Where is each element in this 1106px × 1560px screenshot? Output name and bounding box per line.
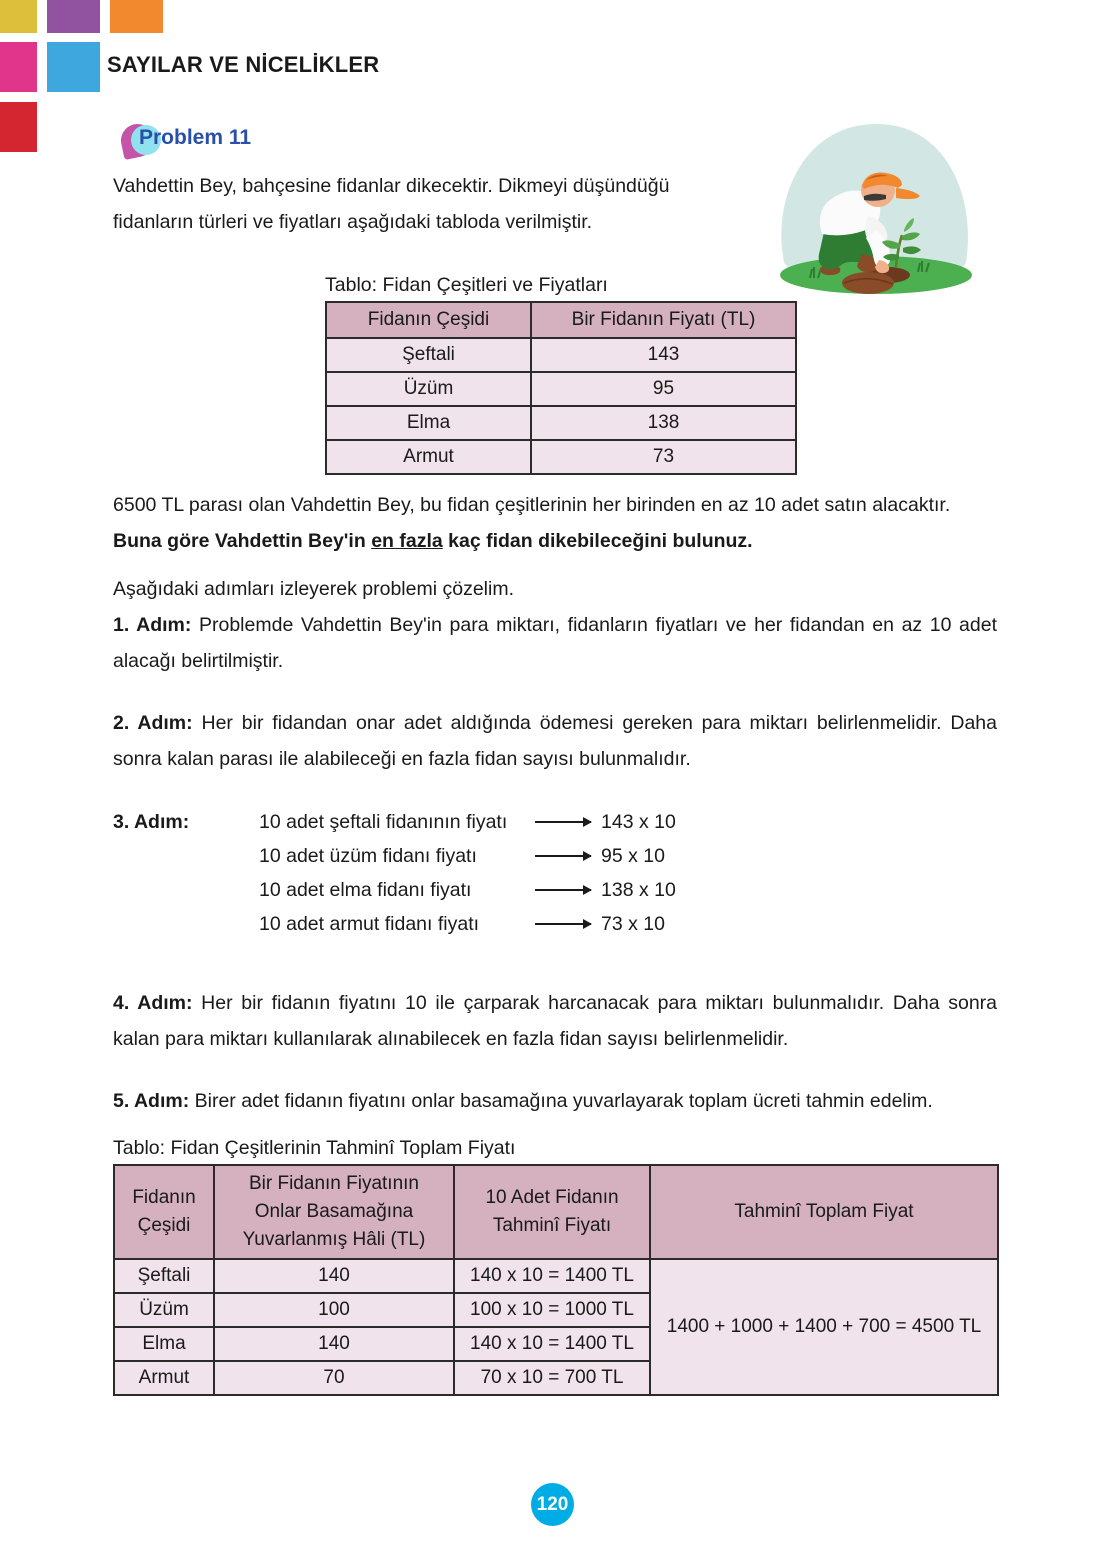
table-row xyxy=(326,440,796,474)
table-row xyxy=(326,338,796,372)
table1-header-row xyxy=(326,302,796,338)
table2-cell-rounded: 100 xyxy=(214,1293,454,1327)
table2-cell-type: Armut xyxy=(114,1361,214,1395)
table1-wrapper xyxy=(325,274,795,475)
table2-header-type-line2: Çeşidi xyxy=(137,1215,191,1236)
decor-square-orange xyxy=(110,0,163,33)
table2-header-row xyxy=(114,1165,998,1259)
table2-cell-type: Üzüm xyxy=(114,1293,214,1327)
decor-square-yellow xyxy=(0,0,37,33)
step-5 xyxy=(113,1083,997,1119)
arrow-right-icon xyxy=(535,889,591,891)
step-2 xyxy=(113,705,997,777)
question-paragraph xyxy=(113,523,997,559)
decor-square-red xyxy=(0,102,37,152)
table2-cell-estimate: 140 x 10 = 1400 TL xyxy=(454,1327,650,1361)
table-row xyxy=(326,406,796,440)
table2-header-estimate-line2: Tahminî Fiyatı xyxy=(492,1215,612,1236)
step-4 xyxy=(113,985,997,1057)
table1-header-price: Bir Fidanın Fiyatı (TL) xyxy=(531,302,796,338)
table1-cell-price: 95 xyxy=(531,372,796,406)
arrow-right-icon xyxy=(535,855,591,857)
step-3-row-result: 73 x 10 xyxy=(601,913,665,935)
table1-caption: Tablo: Fidan Çeşitleri ve Fiyatları xyxy=(325,274,608,296)
step-3-label: 3. Adım: xyxy=(113,811,190,833)
step-3-row-text: 10 adet armut fidanı fiyatı xyxy=(259,913,480,935)
step-3-row xyxy=(259,873,997,907)
step-5-label: 5. Adım: xyxy=(113,1090,190,1112)
decor-square-blue xyxy=(47,42,100,92)
page-number-badge: 120 xyxy=(531,1483,574,1526)
step-2-label: 2. Adım: xyxy=(113,712,193,734)
table2-header-estimate xyxy=(454,1165,650,1259)
table1-cell-price: 138 xyxy=(531,406,796,440)
table2-caption: Tablo: Fidan Çeşitlerinin Tahminî Toplam Fiyatı xyxy=(113,1137,516,1159)
table1-cell-type: Elma xyxy=(326,406,531,440)
content-column xyxy=(113,120,997,1396)
step-3 xyxy=(113,805,997,941)
steps-intro: Aşağıdaki adımları izleyerek problemi çözelim. xyxy=(113,578,514,600)
estimated-total-price-table xyxy=(113,1164,999,1396)
table2-cell-rounded: 70 xyxy=(214,1361,454,1395)
table2-cell-rounded: 140 xyxy=(214,1327,454,1361)
table2-header-rounded-line3: Yuvarlanmış Hâli (TL) xyxy=(242,1229,426,1250)
step-3-row-text: 10 adet şeftali fidanının fiyatı xyxy=(259,811,508,833)
step-3-row-text: 10 adet üzüm fidanı fiyatı xyxy=(259,845,477,867)
table1-cell-type: Armut xyxy=(326,440,531,474)
arrow-right-icon xyxy=(535,821,591,823)
problem-label: Problem 11 xyxy=(139,126,252,149)
step-1-text: Problemde Vahdettin Bey'in para miktarı, fidanların fiyatları ve her fidandan en az 10 adet alacağı belirtilmiştir. xyxy=(113,614,997,672)
table2-cell-total: 1400 + 1000 + 1400 + 700 = 4500 TL xyxy=(650,1259,998,1395)
step-1-label: 1. Adım: xyxy=(113,614,192,636)
intro-line-1: Vahdettin Bey, bahçesine fidanlar dikecektir. Dikmeyi düşündüğü xyxy=(113,175,670,197)
step-2-text: Her bir fidandan onar adet aldığında ödemesi gereken para miktarı belirlenmelidir. Daha sonra kalan parası ile alabileceği en fazla fidan sayısı bulunmalıdır. xyxy=(113,712,997,770)
table2-header-rounded xyxy=(214,1165,454,1259)
money-paragraph: 6500 TL parası olan Vahdettin Bey, bu fidan çeşitlerinin her birinden en az 10 adet satın alacaktır. xyxy=(113,494,951,516)
table2-cell-estimate: 70 x 10 = 700 TL xyxy=(454,1361,650,1395)
table1-cell-price: 73 xyxy=(531,440,796,474)
arrow-right-icon xyxy=(535,923,591,925)
plant-prices-table xyxy=(325,301,797,475)
table-row xyxy=(114,1259,998,1293)
question-pre: Buna göre Vahdettin Bey'in xyxy=(113,530,372,552)
table2-header-rounded-line2: Onlar Basamağına xyxy=(254,1201,414,1222)
table2-header-total: Tahminî Toplam Fiyat xyxy=(650,1165,998,1259)
problem-badge xyxy=(113,120,997,162)
decor-square-purple xyxy=(47,0,100,33)
table2-cell-estimate: 140 x 10 = 1400 TL xyxy=(454,1259,650,1293)
table1-cell-type: Üzüm xyxy=(326,372,531,406)
step-3-row xyxy=(259,839,997,873)
step-4-label: 4. Adım: xyxy=(113,992,193,1014)
question-post: kaç fidan dikebileceğini bulunuz. xyxy=(442,530,753,552)
table2-header-rounded-line1: Bir Fidanın Fiyatının xyxy=(248,1173,420,1194)
step-3-row-result: 138 x 10 xyxy=(601,879,676,901)
table2-cell-type: Elma xyxy=(114,1327,214,1361)
step-1 xyxy=(113,607,997,679)
step-4-text: Her bir fidanın fiyatını 10 ile çarparak harcanacak para miktarı bulunmalıdır. Daha sonra kalan para miktarı kullanılarak alınabilecek en fazla fidan sayısı belirlenmelidir. xyxy=(113,992,998,1050)
step-3-row xyxy=(259,805,997,839)
table1-header-type: Fidanın Çeşidi xyxy=(326,302,531,338)
step-3-row-result: 143 x 10 xyxy=(601,811,676,833)
table2-header-type xyxy=(114,1165,214,1259)
table2-cell-rounded: 140 xyxy=(214,1259,454,1293)
table2-header-estimate-line1: 10 Adet Fidanın xyxy=(485,1187,619,1208)
step-5-text: Birer adet fidanın fiyatını onlar basamağına yuvarlayarak toplam ücreti tahmin edelim. xyxy=(189,1090,933,1112)
table1-cell-price: 143 xyxy=(531,338,796,372)
table1-cell-type: Şeftali xyxy=(326,338,531,372)
table2-header-type-line1: Fidanın xyxy=(132,1187,196,1208)
step-3-row-result: 95 x 10 xyxy=(601,845,665,867)
intro-paragraph xyxy=(113,168,773,240)
step-3-rows xyxy=(259,805,997,941)
question-emphasis: en fazla xyxy=(371,530,443,552)
step-3-row xyxy=(259,907,997,941)
table2-cell-type: Şeftali xyxy=(114,1259,214,1293)
step-3-row-text: 10 adet elma fidanı fiyatı xyxy=(259,879,472,901)
decor-square-pink xyxy=(0,42,37,92)
table-row xyxy=(326,372,796,406)
page-title: SAYILAR VE NİCELİKLER xyxy=(107,52,380,77)
table2-cell-estimate: 100 x 10 = 1000 TL xyxy=(454,1293,650,1327)
intro-line-2: fidanların türleri ve fiyatları aşağıdaki tabloda verilmiştir. xyxy=(113,211,593,233)
